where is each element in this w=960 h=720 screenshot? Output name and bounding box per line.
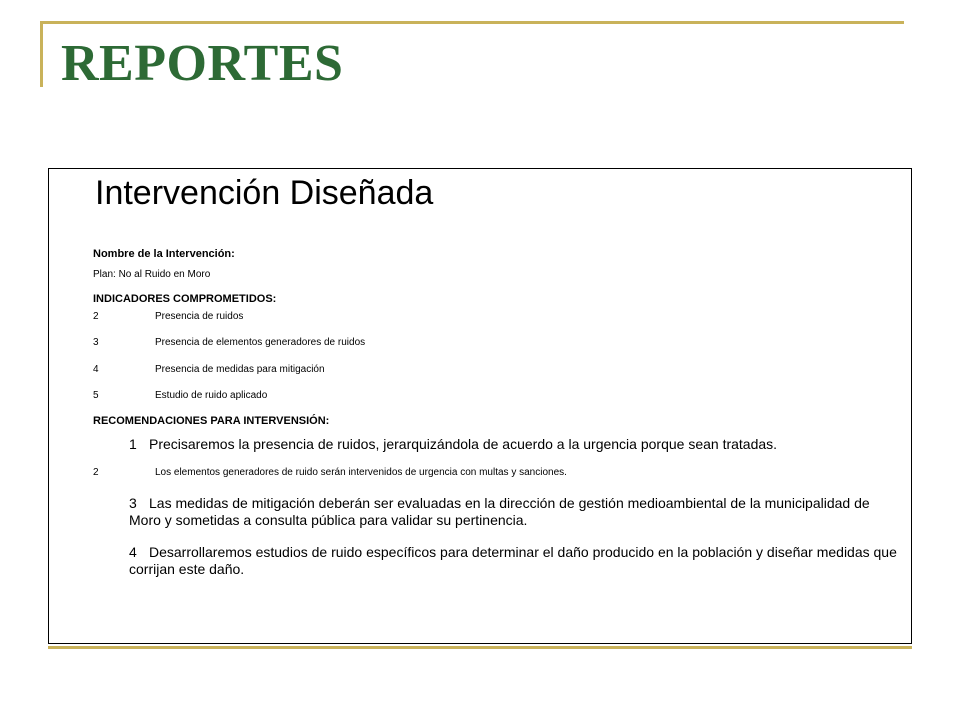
- intervention-name-value: Plan: No al Ruido en Moro: [93, 269, 211, 280]
- content-box: [48, 168, 912, 644]
- bottom-accent-line: [48, 646, 912, 649]
- recommendation-item: [129, 495, 899, 529]
- indicator-number: 2: [93, 311, 99, 322]
- recommendation-item: [129, 544, 899, 578]
- recommendation-number: 4: [129, 544, 137, 560]
- indicator-text: Presencia de medidas para mitigación: [155, 364, 325, 375]
- indicator-number: 3: [93, 337, 99, 348]
- slide-title: REPORTES: [61, 35, 344, 92]
- recommendation-text: Desarrollaremos estudios de ruido específicos para determinar el daño producido en la población y diseñar medidas que corrijan este daño.: [129, 544, 897, 577]
- recommendations-label: RECOMENDACIONES PARA INTERVENSIÓN:: [93, 415, 330, 427]
- indicator-text: Estudio de ruido aplicado: [155, 390, 268, 401]
- recommendation-number: 3: [129, 495, 137, 511]
- indicator-number: 4: [93, 364, 99, 375]
- intervention-name-label: Nombre de la Intervención:: [93, 248, 235, 260]
- intervention-heading: Intervención Diseñada: [95, 174, 434, 212]
- recommendation-number: 1: [129, 436, 137, 452]
- left-accent-line: [40, 21, 43, 87]
- indicator-text: Presencia de ruidos: [155, 311, 244, 322]
- top-accent-line: [40, 21, 904, 24]
- recommendation-text: Los elementos generadores de ruido serán intervenidos de urgencia con multas y sanciones.: [155, 467, 567, 478]
- indicator-text: Presencia de elementos generadores de ruidos: [155, 337, 366, 348]
- recommendation-item: [129, 436, 899, 453]
- recommendation-number: 2: [93, 467, 99, 478]
- recommendation-text: Las medidas de mitigación deberán ser evaluadas en la dirección de gestión medioambiental de la municipalidad de Moro y sometidas a consulta pública para validar su pertinencia.: [129, 495, 870, 528]
- indicators-label: INDICADORES COMPROMETIDOS:: [93, 293, 277, 305]
- indicator-number: 5: [93, 390, 99, 401]
- recommendation-text: Precisaremos la presencia de ruidos, jerarquizándola de acuerdo a la urgencia porque sean tratadas.: [149, 436, 778, 452]
